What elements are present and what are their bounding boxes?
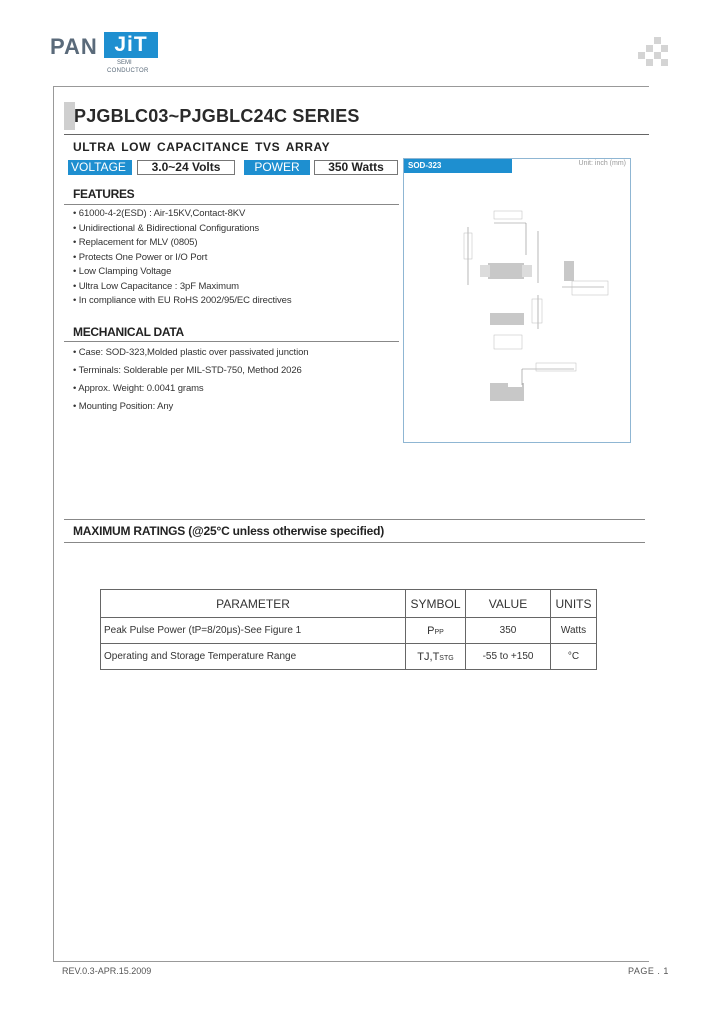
list-item: • 61000-4-2(ESD) : Air-15KV,Contact-8KV	[73, 208, 246, 219]
list-item: • Unidirectional & Bidirectional Configurations	[73, 222, 260, 234]
cell-value: -55 to +150	[466, 644, 551, 670]
ratings-heading: MAXIMUM RATINGS (@25°C unless otherwise specified)	[73, 524, 384, 538]
corner-decoration-icon	[638, 37, 668, 67]
logo-conductor: CONDUCTOR	[107, 68, 149, 74]
header-value: VALUE	[466, 590, 551, 618]
logo-pan: PAN	[50, 34, 98, 59]
list-item: • Protects One Power or I/O Port	[73, 251, 208, 263]
power-value: 350 Watts	[314, 160, 398, 175]
table-row	[101, 644, 597, 670]
header-symbol: SYMBOL	[406, 590, 466, 618]
package-drawing	[403, 158, 631, 443]
mechanical-heading: MECHANICAL DATA	[73, 325, 184, 339]
list-item: • Terminals: Solderable per MIL-STD-750, Method 2026	[73, 365, 302, 376]
list-item: • Mounting Position: Any	[73, 401, 174, 412]
logo-jit: JiT	[104, 32, 158, 58]
list-item: • Approx. Weight: 0.0041 grams	[73, 383, 204, 394]
ratings-table	[100, 589, 597, 670]
frame-top	[53, 86, 649, 87]
symbol-sub: STG	[439, 654, 454, 662]
cell-symbol	[406, 644, 466, 670]
table-row	[101, 618, 597, 644]
header-units: UNITS	[551, 590, 597, 618]
frame-left	[53, 86, 54, 962]
symbol-sub: PP	[434, 628, 444, 636]
power-label: POWER	[244, 160, 310, 175]
frame-bottom	[53, 961, 649, 962]
features-divider	[64, 204, 399, 205]
cell-parameter: Operating and Storage Temperature Range	[101, 644, 406, 670]
cell-symbol	[406, 618, 466, 644]
cell-parameter: Peak Pulse Power (tP=8/20μs)-See Figure 1	[101, 618, 406, 644]
symbol-main: P	[427, 624, 435, 637]
list-item: • Ultra Low Capacitance : 3pF Maximum	[73, 280, 239, 292]
cell-value: 350	[466, 618, 551, 644]
cell-units: Watts	[551, 618, 597, 644]
logo-semi: SEMI	[117, 60, 132, 66]
list-item: • Low Clamping Voltage	[73, 266, 172, 277]
ratings-divider-top	[64, 519, 645, 520]
mechanical-divider	[64, 341, 399, 342]
voltage-value: 3.0~24 Volts	[137, 160, 235, 175]
title-block	[64, 102, 369, 130]
package-outline-icon	[404, 159, 630, 442]
title-divider	[64, 134, 649, 135]
table-header-row	[101, 590, 597, 618]
mechanical-list	[73, 344, 308, 416]
subtitle: ULTRA LOW CAPACITANCE TVS ARRAY	[73, 140, 331, 154]
features-heading: FEATURES	[73, 187, 135, 201]
ratings-divider-bottom	[64, 542, 645, 543]
footer-page: PAGE . 1	[628, 966, 669, 976]
package-label: SOD-323	[404, 159, 512, 173]
list-item: • Case: SOD-323,Molded plastic over passivated junction	[73, 347, 309, 358]
cell-units: °C	[551, 644, 597, 670]
list-item: • Replacement for MLV (0805)	[73, 237, 198, 248]
symbol-main: TJ,T	[417, 650, 440, 663]
package-unit: Unit: inch (mm)	[578, 160, 626, 167]
voltage-label: VOLTAGE	[68, 160, 132, 175]
header-parameter: PARAMETER	[101, 590, 406, 618]
page-title: PJGBLC03~PJGBLC24C SERIES	[74, 106, 360, 126]
footer-revision: REV.0.3-APR.15.2009	[62, 966, 152, 976]
list-item: • In compliance with EU RoHS 2002/95/EC directives	[73, 295, 292, 306]
features-list	[73, 207, 292, 309]
